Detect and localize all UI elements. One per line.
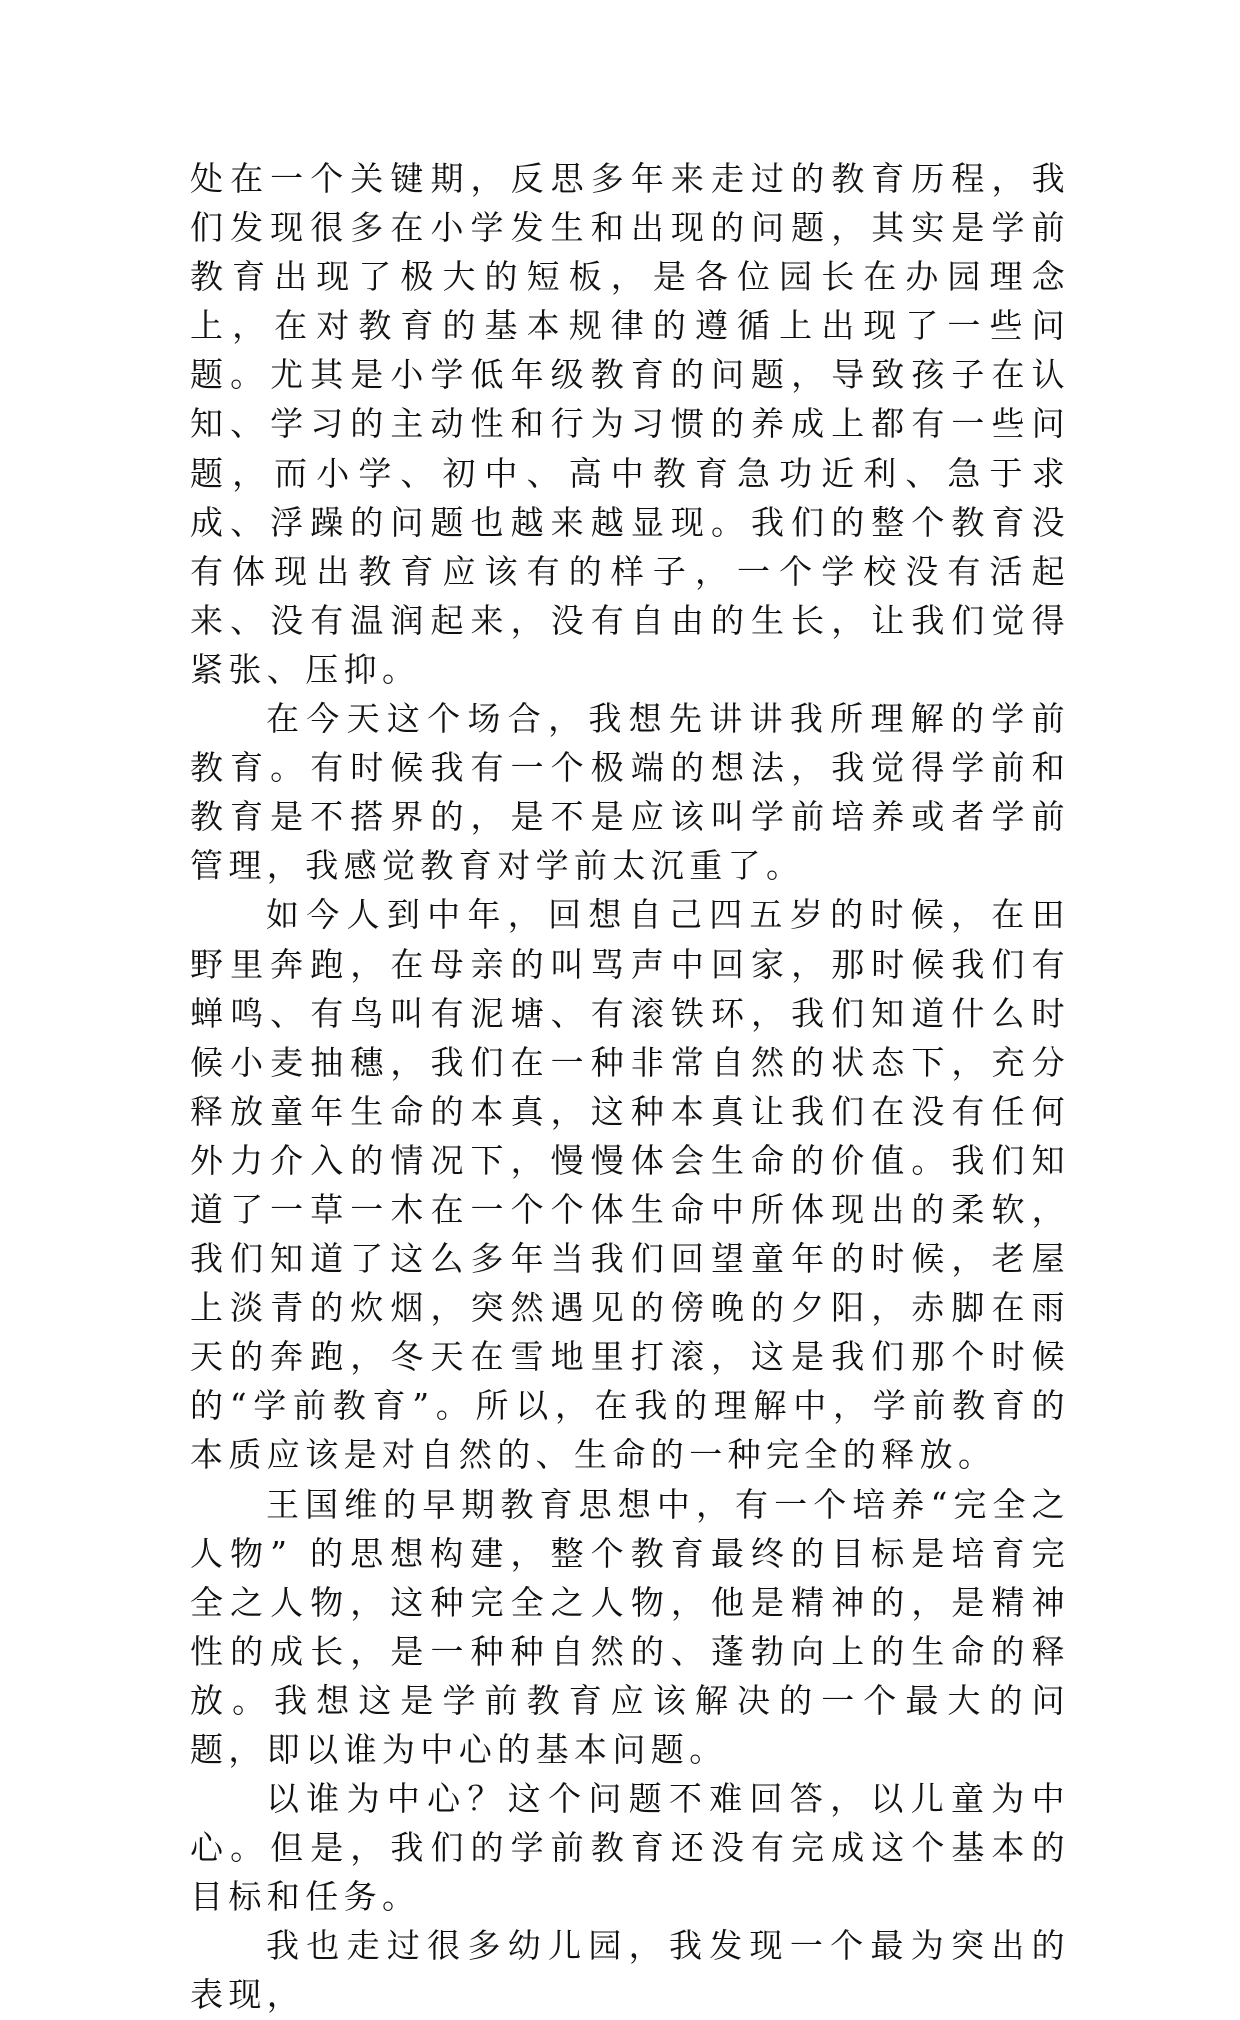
body-text	[190, 154, 1070, 2020]
paragraph-3: 如今人到中年，回想自己四五岁的时候，在田野里奔跑，在母亲的叫骂声中回家，那时候我们有蝉鸣、有鸟叫有泥塘、有滚铁环，我们知道什么时候小麦抽穗，我们在一种非常自然的状态下，充分释放童年生命的本真，这种本真让我们在没有任何外力介入的情况下，慢慢体会生命的价值。我们知道了一草一木在一个个体生命中所体现出的柔软，我们知道了这么多年当我们回望童年的时候，老屋上淡青的炊烟，突然遇见的傍晚的夕阳，赤脚在雨天的奔跑，冬天在雪地里打滚，这是我们那个时候的“学前教育”。所以，在我的理解中，学前教育的本质应该是对自然的、生命的一种完全的释放。	[190, 895, 1070, 1475]
paragraph-2: 在今天这个场合，我想先讲讲我所理解的学前教育。有时候我有一个极端的想法，我觉得学前和教育是不搭界的，是不是应该叫学前培养或者学前管理，我感觉教育对学前太沉重了。	[190, 699, 1070, 886]
paragraph-5: 以谁为中心？这个问题不难回答，以儿童为中心。但是，我们的学前教育还没有完成这个基本的目标和任务。	[190, 1779, 1070, 1917]
paragraph-6: 我也走过很多幼儿园，我发现一个最为突出的表现，	[190, 1926, 1070, 2015]
paragraph-4: 王国维的早期教育思想中，有一个培养“完全之人物” 的思想构建，整个教育最终的目标是培育完全之人物，这种完全之人物，他是精神的，是精神性的成长，是一种种自然的、蓬勃向上的生命的释放。我想这是学前教育应该解决的一个最大的问题，即以谁为中心的基本问题。	[190, 1484, 1070, 1769]
paragraph-1: 处在一个关键期，反思多年来走过的教育历程，我们发现很多在小学发生和出现的问题，其实是学前教育出现了极大的短板，是各位园长在办园理念上，在对教育的基本规律的遵循上出现了一些问题。尤其是小学低年级教育的问题，导致孩子在认知、学习的主动性和行为习惯的养成上都有一些问题，而小学、初中、高中教育急功近利、急于求成、浮躁的问题也越来越显现。我们的整个教育没有体现出教育应该有的样子，一个学校没有活起来、没有温润起来，没有自由的生长，让我们觉得紧张、压抑。	[190, 159, 1070, 689]
